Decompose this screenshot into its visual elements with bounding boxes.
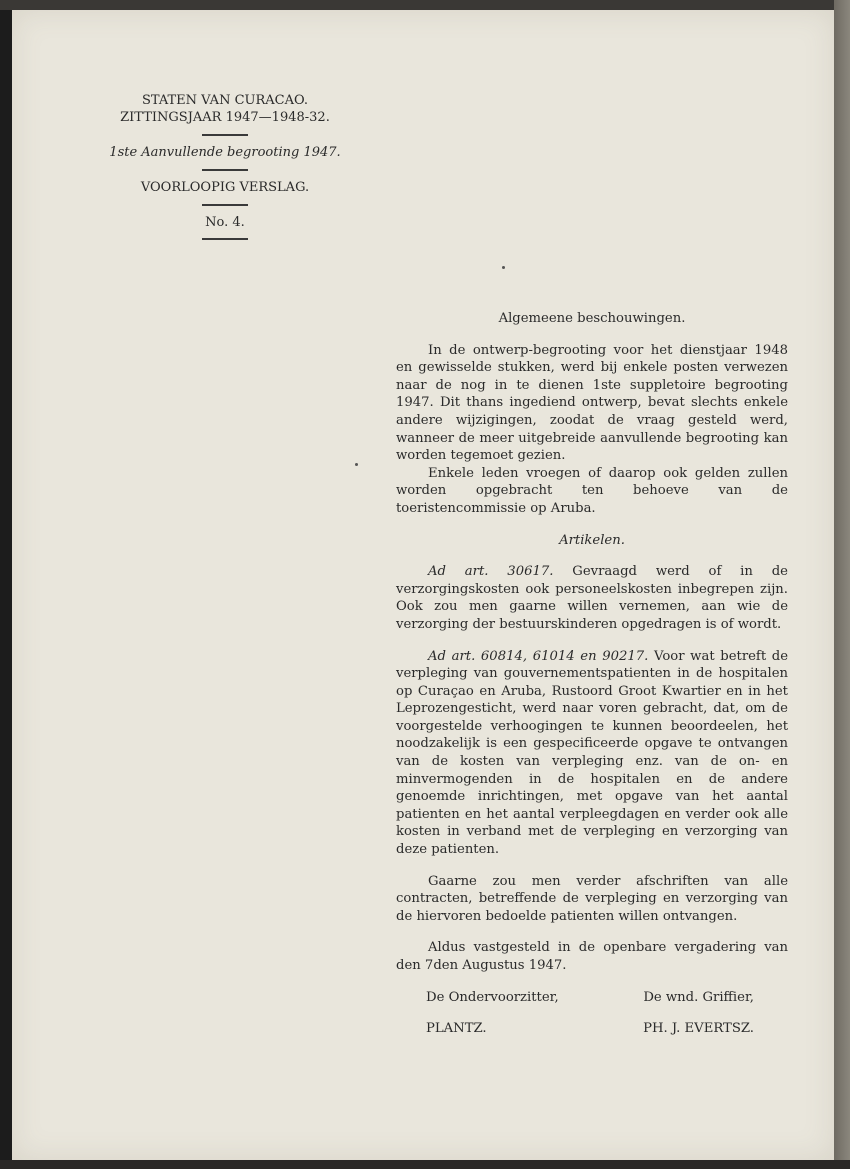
left-signatory-title: De Ondervoorzitter, [426,989,559,1005]
article-2-ref: Ad art. 60814, 61014 en 90217. [428,648,649,664]
scan-border-top [0,0,850,10]
report-number: No. 4. [205,215,245,230]
left-signatory-name: PLANTZ. [426,1021,487,1037]
signature-titles [396,989,788,1007]
right-signatory-title: De wnd. Griffier, [643,989,754,1005]
header-rule [202,238,248,240]
paragraph-3: Gaarne zou men verder afschriften van alle contracten, betreffende de verpleging en verzorging van de hiervoren bedoelde patienten willen ontvangen. [396,873,788,924]
paper-speck [355,463,358,466]
scan-border-right [834,0,850,1169]
article-1 [396,563,788,633]
article-2-text: Voor wat betreft de verpleging van gouvernementspatienten in de hospitalen op Curaçao en Aruba, Rustoord Groot Kwartier en in het Leprozengesticht, werd naar voren gebracht, dat, om de voorgestelde verhoogingen te kunnen beoordeelen, het noodzakelijk is een gespecificeerde opgave te ontvangen van de kosten van verpleging enz. van de on- en minvermogenden in de hospitalen en de andere genoemde inrichtingen, met opgave van het aantal patienten en het aantal verpleegdagen en verder ook alle kosten in verband met de verpleging en verzorging van deze patienten. [396,648,789,858]
article-2 [396,648,788,859]
signature-names [396,1020,788,1038]
article-1-ref: Ad art. 30617. [428,564,554,580]
scan-border-bottom [0,1160,850,1169]
header-rule [202,204,248,206]
article-1-text: Gevraagd werd of in de verzorgingskosten ook personeelskosten inbegrepen zijn. Ook zou men gaarne willen vernemen, aan wie de verzorging der bestuurskinderen opgedragen is of wordt. [396,564,788,632]
paper-speck [502,266,505,269]
right-signatory-name: PH. J. EVERTSZ. [643,1021,754,1037]
paragraph-1: In de ontwerp-begrooting voor het dienstjaar 1948 en gewisselde stukken, werd bij enkele posten verwezen naar de nog in te dienen 1ste suppletoire begrooting 1947. Dit thans ingediend ontwerp, bevat slechts enkele andere wijzigingen, zoodat de vraag gesteld werd, wanneer de meer uitgebreide aanvullende begrooting kan worden tegemoet gezien. [396,342,788,464]
header-line-1: STATEN VAN CURACAO. [141,93,309,108]
header-line-2: ZITTINGSJAAR 1947—1948-32. [120,110,330,125]
report-type: VOORLOOPIG VERSLAG. [140,180,310,195]
paragraph-2: Enkele leden vroegen of daarop ook gelden zullen worden opgebracht ten behoeve van de toeristencommissie op Aruba. [396,465,788,516]
document-body [396,310,788,1038]
closing-paragraph: Aldus vastgesteld in de openbare vergadering van den 7den Augustus 1947. [396,940,788,973]
header-rule [202,134,248,136]
header-subtitle: 1ste Aanvullende begrooting 1947. [109,145,341,160]
articles-heading: Artikelen. [559,532,625,548]
header-rule [202,169,248,171]
section-heading: Algemeene beschouwingen. [498,311,686,326]
document-header [80,92,370,247]
